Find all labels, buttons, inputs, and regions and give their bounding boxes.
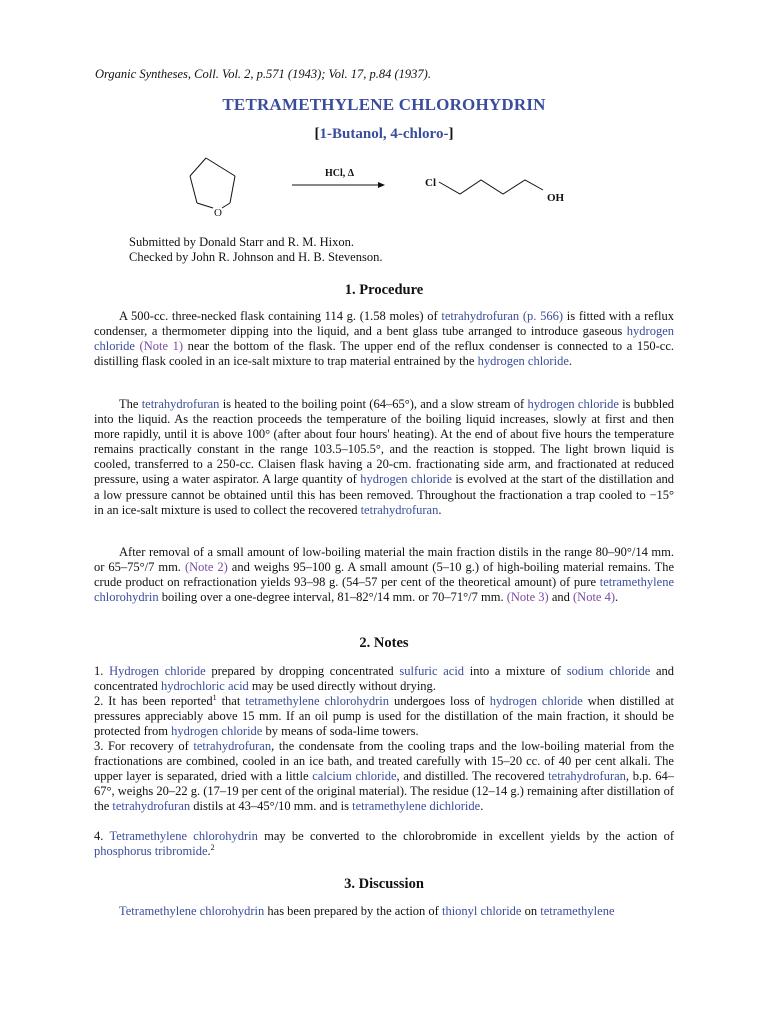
sodium-chloride-link[interactable]: sodium chloride xyxy=(566,664,651,678)
text: A 500-cc. three-necked flask containing 114 g. (1.58 moles) of xyxy=(119,309,442,323)
subtitle-open-bracket: [ xyxy=(314,126,320,142)
text: on xyxy=(521,904,541,918)
subtitle-close-bracket: ] xyxy=(448,126,454,142)
discussion-paragraph-1 xyxy=(94,904,674,919)
text: may be converted to the chlorobromide in excellent yields by the action of xyxy=(257,829,674,843)
text: by means of soda-lime towers. xyxy=(262,724,419,739)
tetrahydrofuran-structure xyxy=(190,158,235,208)
text: and xyxy=(548,590,574,605)
text: prepared by dropping concentrated xyxy=(205,664,400,678)
notes-heading: 2. Notes xyxy=(359,635,409,651)
text: . xyxy=(438,502,442,517)
tetramethylene-link[interactable]: tetramethylene xyxy=(540,904,615,918)
text: . xyxy=(480,799,484,814)
text: into a mixture of xyxy=(464,664,567,678)
text: 3. For recovery of xyxy=(94,739,194,753)
tetramethylene-chlorohydrin-link[interactable]: Tetramethylene chlorohydrin xyxy=(119,904,265,918)
text: The xyxy=(119,397,142,411)
note-3-link[interactable]: (Note 3) xyxy=(506,590,549,605)
subtitle-name-link[interactable]: 1-Butanol, 4-chloro- xyxy=(319,126,449,142)
reference-2-superscript: 2 xyxy=(210,842,215,852)
phosphorus-tribromide-link[interactable]: phosphorus tribromide xyxy=(94,844,208,859)
text: . xyxy=(615,590,619,605)
citation: Organic Syntheses, Coll. Vol. 2, p.571 (1943); Vol. 17, p.84 (1937). xyxy=(95,67,431,81)
reagent-label: HCl, Δ xyxy=(325,168,355,179)
subtitle xyxy=(0,126,768,143)
discussion-heading: 3. Discussion xyxy=(344,876,424,892)
note-2-link[interactable]: (Note 2) xyxy=(184,560,228,575)
note-4 xyxy=(94,829,674,859)
hydrogen-chloride-link[interactable]: hydrogen chloride xyxy=(489,694,583,708)
tetramethylene-chlorohydrin-link[interactable]: Tetramethylene chlorohydrin xyxy=(109,829,258,843)
text: may be used directly without drying. xyxy=(248,679,436,694)
tetrahydrofuran-link[interactable]: tetrahydrofuran xyxy=(360,502,439,517)
text: when distilled at pressures appreciably above 15 mm. If an oil pump is used for the distillation of the main fraction, it should be protected from xyxy=(94,694,675,739)
ring-oxygen-label: O xyxy=(214,207,222,219)
text: is evolved at the start of the distillation and a low pressure cannot be obtained until this has been removed. Throughout the fractionation a trap cooled to −15° in an ice-salt mixture is used to collect the recovered xyxy=(94,472,674,517)
tetrahydrofuran-link[interactable]: tetrahydrofuran xyxy=(112,799,191,814)
text: boiling over a one-degree interval, 81–82°/14 mm. or 70–71°/7 mm. xyxy=(158,590,507,605)
text: 4. xyxy=(94,829,110,843)
text: , b.p. 64–67°, weighs 20–22 g. (17–19 per cent of the original material). The residue (12–14 g.) remaining after distillation of the xyxy=(94,769,674,814)
tetrahydrofuran-link[interactable]: tetrahydrofuran xyxy=(548,769,626,784)
note-3 xyxy=(94,739,674,814)
procedure-heading: 1. Procedure xyxy=(344,282,424,298)
tetramethylene-chlorohydrin-link[interactable]: tetramethylene chlorohydrin xyxy=(94,575,674,605)
note-4-link[interactable]: (Note 4) xyxy=(573,590,616,605)
text: . xyxy=(568,354,572,369)
tetramethylene-dichloride-link[interactable]: tetramethylene dichloride xyxy=(352,799,481,814)
hydrogen-chloride-link[interactable]: hydrogen chloride xyxy=(171,724,263,739)
tetrahydrofuran-link[interactable]: tetrahydrofuran xyxy=(193,739,272,753)
text: and weighs 95–100 g. A small amount (5–10 g.) of high-boiling material remains. The crude product on refractionation yields 93–98 g. (54–57 per cent of the theoretical amount) of pure xyxy=(94,560,675,590)
reaction-scheme xyxy=(170,152,610,227)
submitted-by: Submitted by Donald Starr and R. M. Hixon. xyxy=(129,235,354,249)
procedure-paragraph-1 xyxy=(94,309,674,369)
text: 2. It has been reported xyxy=(94,694,213,708)
text: and concentrated xyxy=(94,664,674,694)
reaction-arrow xyxy=(292,182,385,188)
thionyl-chloride-link[interactable]: thionyl chloride xyxy=(441,904,522,918)
text: , the condensate from the cooling traps and the low-boiling material from the fractionations are combined, cooled in an ice bath, and treated carefully with 15–20 cc. of 40 per cent alkali. The upper layer is separated, dried with a little xyxy=(94,739,674,784)
text: 1. xyxy=(94,664,110,678)
note-1 xyxy=(94,664,674,694)
hydrogen-chloride-link[interactable]: hydrogen chloride xyxy=(477,354,569,369)
hydrogen-chloride-link[interactable]: hydrogen chloride xyxy=(527,397,619,411)
text: undergoes loss of xyxy=(389,694,490,708)
text: is bubbled into the liquid. As the reaction proceeds the temperature of the boiling liquid increases, slowly at first and then more rapidly, until it is above 100° (after about four hours' heating). At the end of about five hours the temperature remains practically constant in the range 103.5–105.5°, and the reaction is stopped. The light brown liquid is cooled, transferred to a 250-cc. Claisen flask having a 20-cm. fractionating side arm, and fractionated at reduced pressure, using a water aspirator. A large quantity of xyxy=(94,397,674,487)
text: . xyxy=(207,844,211,859)
hydrogen-chloride-link[interactable]: hydrogen chloride xyxy=(94,324,674,354)
note-1-link[interactable]: (Note 1) xyxy=(139,339,183,354)
procedure-paragraph-2 xyxy=(94,397,674,518)
calcium-chloride-link[interactable]: calcium chloride xyxy=(312,769,397,784)
chlorine-label: Cl xyxy=(425,177,436,189)
text: is fitted with a reflux condenser, a thermometer dipping into the liquid, and a bent glass tube arranged to introduce gaseous xyxy=(94,309,674,339)
hydrogen-chloride-link[interactable]: Hydrogen chloride xyxy=(109,664,206,678)
sulfuric-acid-link[interactable]: sulfuric acid xyxy=(399,664,465,678)
tetrahydrofuran-link[interactable]: tetrahydrofuran (p. 566) xyxy=(441,309,564,323)
tetramethylene-chlorohydrin-link[interactable]: tetramethylene chlorohydrin xyxy=(245,694,390,708)
page-title: TETRAMETHYLENE CHLOROHYDRIN xyxy=(222,95,546,114)
text: is heated to the boiling point (64–65°), and a slow stream of xyxy=(219,397,528,411)
text: that xyxy=(216,694,246,708)
text: near the bottom of the flask. The upper end of the reflux condenser is connected to a 150-cc. distilling flask cooled in an ice-salt mixture to trap material entrained by the xyxy=(94,339,674,369)
hydroxyl-label: OH xyxy=(547,192,565,204)
checked-by: Checked by John R. Johnson and H. B. Stevenson. xyxy=(129,250,383,264)
tetrahydrofuran-link[interactable]: tetrahydrofuran xyxy=(141,397,220,411)
hydrogen-chloride-link[interactable]: hydrogen chloride xyxy=(360,472,452,487)
butane-chain xyxy=(439,180,543,194)
text: distils at 43–45°/10 mm. and is xyxy=(190,799,353,814)
hydrochloric-acid-link[interactable]: hydrochloric acid xyxy=(160,679,249,694)
text: , and distilled. The recovered xyxy=(396,769,549,784)
text: has been prepared by the action of xyxy=(264,904,442,918)
text: After removal of a small amount of low-boiling material the main fraction distils in the range 80–90°/14 mm. or 65–75°/7 mm. xyxy=(94,545,674,575)
note-2 xyxy=(94,694,674,739)
procedure-paragraph-3 xyxy=(94,545,674,605)
reference-1-superscript: 1 xyxy=(212,692,217,702)
